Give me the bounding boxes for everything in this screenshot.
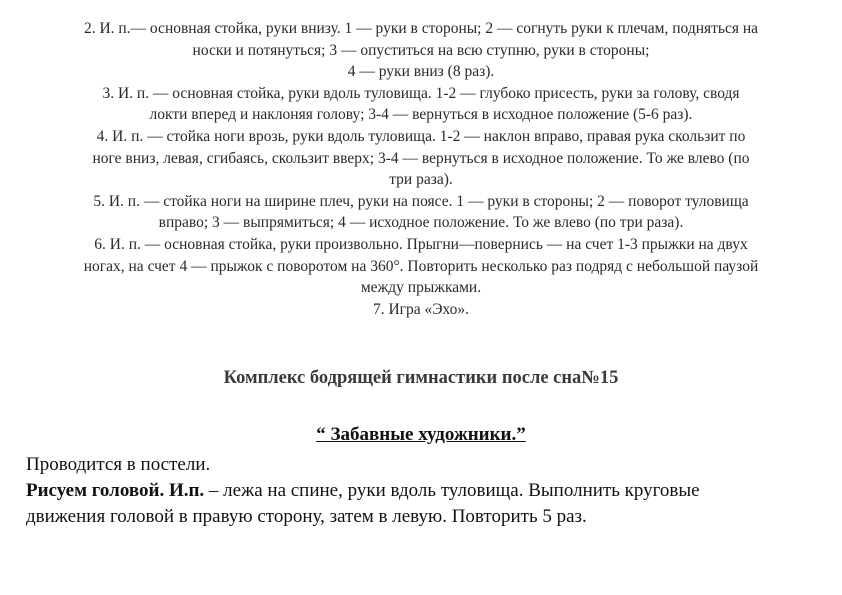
exercise-2-line-3: 4 — руки вниз (8 раз).: [347, 63, 495, 81]
exercise-2-line-1: [26, 18, 816, 40]
exercise-2-line-2: носки и потянуться; 3 — опуститься на всю ступню, руки в стороны;: [192, 41, 650, 59]
exercise-5-line-1: [26, 191, 816, 213]
exercise-number: 5.: [93, 192, 105, 210]
exercise-text: Игра «Эхо».: [388, 300, 470, 318]
exercise-number: 2.: [83, 20, 96, 37]
exercise-number: 7.: [372, 300, 385, 318]
exercise-6-line-2: ногах, на счет 4 — прыжок с поворотом на 360°. Повторить несколько раз подряд с небольшой паузой: [83, 257, 759, 275]
exercise-text: И. п. — стойка ноги врозь, руки вдоль туловища. 1-2 — наклон вправо, правая рука скользит по: [112, 127, 746, 145]
exercise-4-line-1: [26, 126, 816, 148]
exercise-text: И. п. — основная стойка, руки вдоль туловища. 1-2 — глубоко присесть, руки за голову, сводя: [117, 84, 740, 102]
exercise-6-line-3: между прыжками.: [360, 279, 482, 297]
exercise-text: И. п. — стойка ноги на ширине плеч, руки на поясе. 1 — руки в стороны; 2 — поворот туловища: [108, 192, 749, 210]
exercise-list: [26, 18, 816, 320]
complex-title: Комплекс бодрящей гимнастики после сна№15: [223, 368, 619, 388]
exercise-7-line-1: [26, 299, 816, 321]
exercise-4-line-3: три раза).: [389, 171, 453, 189]
exercise-4-line-2: ноге вниз, левая, сгибаясь, скользит вверх; 3-4 — вернуться в исходное положение. То же влево (по: [92, 149, 750, 167]
exercise-number: 3.: [102, 84, 115, 102]
exercise-name: Рисуем головой. И.п.: [26, 480, 205, 501]
exercise-3-line-2: локти вперед и наклоняя голову; 3-4 — вернуться в исходное положение (5-6 раз).: [149, 106, 693, 124]
exercise-6-line-1: [26, 234, 816, 256]
exercise-description: [26, 452, 822, 530]
exercise-number: 4.: [96, 127, 109, 145]
intro-line: Проводится в постели.: [26, 454, 211, 475]
exercise-line-1: [26, 478, 822, 504]
exercise-number: 6.: [94, 235, 106, 253]
exercise-line-2: движения головой в правую сторону, затем в левую. Повторить 5 раз.: [26, 506, 587, 527]
exercise-text: И. п.— основная стойка, руки внизу. 1 — руки в стороны; 2 — согнуть руки к плечам, подняться на: [99, 20, 759, 37]
exercise-3-line-1: [26, 83, 816, 105]
game-subtitle: “ Забавные художники.”: [316, 424, 526, 445]
exercise-text: И. п. — основная стойка, руки произвольно. Прыгни—повернись — на счет 1-3 прыжки на двух: [109, 235, 748, 253]
exercise-instructions: – лежа на спине, руки вдоль туловища. Выполнить круговые: [204, 480, 700, 501]
exercise-5-line-2: вправо; 3 — выпрямиться; 4 — исходное положение. То же влево (по три раза).: [158, 214, 684, 232]
